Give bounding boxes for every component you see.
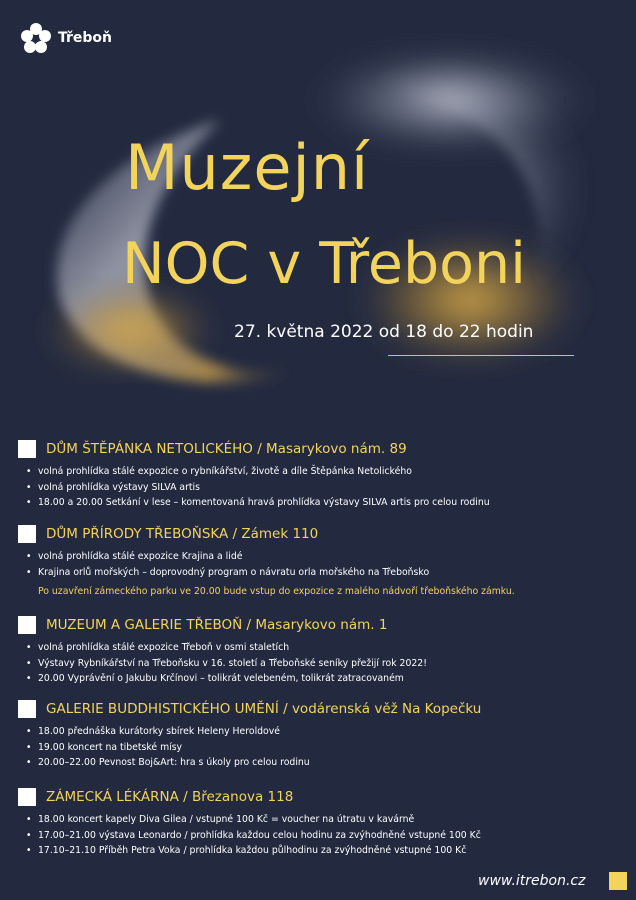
list-item: • 17.10–21.10 Příběh Petra Voka / prohlídka každou půlhodinu za zvýhodněné vstupné 100 Kč	[26, 843, 618, 859]
event-title: DŮM ŠTĚPÁNKA NETOLICKÉHO / Masarykovo nám. 89	[46, 441, 407, 457]
list-item: • volná prohlídka stálé expozice o rybníkářství, životě a díle Štěpánka Netolického	[26, 464, 618, 480]
event-title: ZÁMECKÁ LÉKÁRNA / Březanova 118	[46, 789, 294, 805]
event-dum-prirody	[18, 525, 618, 597]
logo-text: Třeboň	[58, 30, 113, 46]
event-galerie-buddhisticke	[18, 700, 618, 771]
list-item: • volná prohlídka stálé expozice Krajina a lidé	[26, 549, 618, 565]
checkbox-square	[18, 788, 36, 806]
event-date: 27. května 2022 od 18 do 22 hodin	[234, 322, 534, 342]
list-item: • 20.00 Vyprávění o Jakubu Krčínovi – tolikrát velebeném, tolikrát zatracovaném	[26, 671, 618, 687]
hero-title-line2: NOC v Třeboni	[122, 231, 526, 297]
checkbox-square	[18, 440, 36, 458]
list-item: • Krajina orlů mořských – doprovodný program o návratu orla mořského na Třeboňsko	[26, 565, 618, 581]
event-title: DŮM PŘÍRODY TŘEBOŇSKA / Zámek 110	[46, 526, 319, 542]
list-item: • 19.00 koncert na tibetské mísy	[26, 740, 618, 756]
hero-artwork	[0, 0, 636, 430]
event-title: GALERIE BUDDHISTICKÉHO UMĚNÍ / vodárenská věž Na Kopečku	[46, 701, 482, 717]
website-link[interactable]: www.itrebon.cz	[478, 873, 586, 889]
hero-title-line1: Muzejní	[125, 131, 370, 204]
list-item: • Výstavy Rybníkářství na Třeboňsku v 16. století a Třeboňské seníky přežijí rok 2022!	[26, 656, 618, 672]
date-underline	[388, 355, 574, 356]
trebon-logo	[20, 22, 112, 54]
event-zamecka-lekarna	[18, 788, 618, 859]
list-item: • 20.00–22.00 Pevnost Boj&Art: hra s úkoly pro celou rodinu	[26, 755, 618, 771]
event-note: Po uzavření zámeckého parku ve 20.00 bude vstup do expozice z malého nádvoří třeboňského zámku.	[38, 586, 515, 597]
event-dum-stepanka	[18, 440, 618, 511]
flower-logo-icon	[20, 22, 52, 54]
event-muzeum-galerie	[18, 616, 618, 687]
list-item: • 18.00 přednáška kurátorky sbírek Heleny Heroldové	[26, 724, 618, 740]
list-item: • volná prohlídka stálé expozice Třeboň v osmi staletích	[26, 640, 618, 656]
list-item: • 18.00 koncert kapely Diva Gilea / vstupné 100 Kč = voucher na útratu v kavárně	[26, 812, 618, 828]
list-item: • 17.00–21.00 výstava Leonardo / prohlídka každou celou hodinu za zvýhodněné vstupné 100 Kč	[26, 828, 618, 844]
accent-square	[609, 872, 627, 890]
checkbox-square	[18, 616, 36, 634]
checkbox-square	[18, 700, 36, 718]
event-title: MUZEUM A GALERIE TŘEBOŇ / Masarykovo nám. 1	[46, 617, 388, 633]
list-item: • volná prohlídka výstavy SILVA artis	[26, 480, 618, 496]
list-item: • 18.00 a 20.00 Setkání v lese – komentovaná hravá prohlídka výstavy SILVA artis pro celou rodinu	[26, 495, 618, 511]
checkbox-square	[18, 525, 36, 543]
